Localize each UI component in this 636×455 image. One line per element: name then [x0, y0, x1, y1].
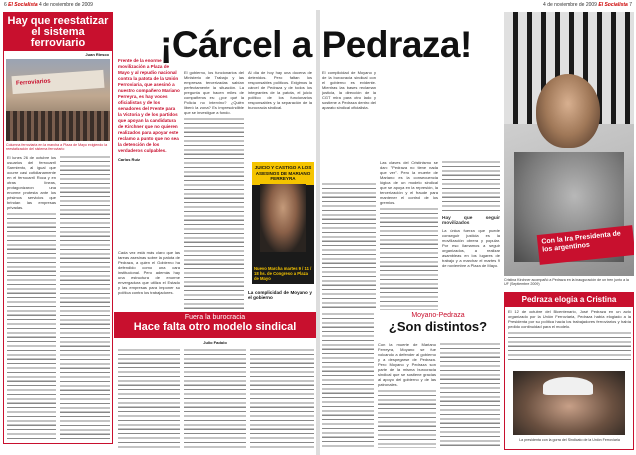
mariano-portrait	[260, 184, 306, 252]
pedraza-face	[536, 74, 600, 148]
ferroviario-body-text: El lunes 26 de octubre los usuarios del ferrocarril Sarmiento, al igual que ocurre casi cotidianamente en el ferrocarril Roca y en otras líneas, protagonizaron una enorme protesta ante los pésimos servicios que brindan las empresas privadas.	[7, 155, 56, 210]
body-text-lines	[184, 117, 244, 310]
carcel-body-col5-text: Las claves del Cristinismo se dan: "Pedraza no tiene nada que ver". Pero la muerte de Mariano es la consecuencia lógica de un modelo sindical que se apoya en la represión, la tercerización y el fraude para mantener el control de los gremios.	[380, 160, 438, 205]
burocracia-column-3	[250, 348, 314, 448]
ferroviario-column-2	[60, 155, 110, 441]
moyano-column-1	[322, 312, 374, 448]
page-header-bar	[0, 0, 636, 10]
elogia-body-text: El 12 de octubre del Bicentenario, José Pedraza en un acto organizado por la Unión Ferroviaria, Pedraza había elogiado a la Presidenta por su política hacia los trabajadores ferroviarios y había pedido continuidad para el modelo.	[508, 309, 631, 329]
carcel-body-col6-text: La única fuerza que puede conseguir justicia es la movilización obrera y popular. Por eso llamamos a seguir organizados, a realizar asambleas en los lugares de trabajo y a marchar el martes 9 de noviembre a Plaza de Mayo.	[442, 228, 500, 268]
right-page-folio	[543, 2, 632, 8]
burocracia-column-2	[184, 348, 246, 448]
protest-banner: Ferroviarios	[11, 70, 104, 94]
crowd-shape	[6, 111, 110, 141]
ferroviario-title: Hay que reestatizar el sistema ferroviario	[4, 13, 112, 51]
ferroviario-column-1	[7, 155, 56, 441]
justice-box-title: JUICIO Y CASTIGO A LOS ASESINOS DE MARIANO FERREYRA	[252, 162, 314, 185]
moyano-column-3	[440, 342, 500, 448]
pedraza-photo-caption: Cristina Kirchner acompañó a Pedraza en la inauguración de un tren junto a la UF (Septiembre 2009)	[504, 278, 629, 287]
elogia-body	[508, 309, 631, 367]
burocracia-title: Hace falta otro modelo sindical	[133, 321, 297, 333]
issue-date-right: 4 de noviembre de 2009	[543, 2, 597, 8]
body-text-lines	[508, 331, 631, 361]
ferroviario-article	[3, 12, 113, 444]
right-page	[320, 10, 636, 455]
moyano-column-2	[378, 342, 436, 448]
body-text-lines	[322, 312, 374, 448]
burocracia-byline: Julio Fadolo	[203, 340, 227, 345]
elogia-title: Pedraza elogia a Cristina	[505, 293, 633, 307]
union-cap-shape	[543, 377, 593, 395]
justice-box-footer: Nuevo Marcha martes 9 / 11 / 18 hs. de Congreso a Plaza de Mayo	[254, 266, 312, 281]
cristina-photo	[513, 371, 625, 435]
carcel-body-col4-cont	[322, 182, 376, 310]
body-text-lines	[378, 389, 436, 448]
body-text-lines	[442, 160, 500, 214]
photo-banner: Con la Ira Presidenta de los argentinos	[537, 225, 634, 265]
elogia-article	[504, 292, 634, 450]
carcel-body-col2-text: El gobierno, los funcionarios del Ministerio de Trabajo y las empresas tercerizadas sabían perfectamente la situación. La pregunta que hacen miles de compañeros es: ¿por qué la Policía no intervino? ¿Quién liberó la zona? Es imprescindible que se investigue a fondo.	[184, 70, 244, 115]
burocracia-kicker: Fuera la burocracia	[184, 314, 246, 321]
ferroviario-byline: Juan Riesco	[85, 52, 109, 57]
pedraza-prison-photo	[504, 12, 634, 276]
carcel-body-col4: El complicidad de Moyano y de la burocracia sindical con el gobierno es evidente. Mientras las bases reclaman justicia, la dirección de la CGT mira para otro lado y sostiene a Pedraza dentro del aparato sindical oficialista.	[322, 70, 376, 110]
justice-box	[252, 162, 314, 284]
carcel-body-col5	[380, 160, 438, 310]
page-number-right: 7	[629, 2, 632, 8]
moyano-header	[376, 312, 500, 334]
burocracia-header	[114, 312, 316, 338]
ferroviario-photo-caption: Columna ferroviaria en la marcha a Plaza de Mayo exigiendo la reestatización del sistema ferroviario	[6, 143, 108, 152]
moyano-title: ¿Son distintos?	[388, 319, 488, 334]
carcel-lead-text: Frente de la enorme movilización a Plaza de Mayo y al repudio nacional contra la patota de la Unión Ferroviaria, que asesinó a nuestro compañero Mariano Ferreyra, es hay voces oficialistas y de los senadores del Frente para la Victoria y de los partidos que apoyan la candidatura de Kirchner que no quieren realizados para apoyar este reclamo a punto que no sea la detención de los verdaderos culpables.	[118, 58, 180, 153]
brand-logo-right: El Socialista	[598, 2, 628, 8]
carcel-signature: Carlos Ruiz	[118, 157, 141, 162]
subhead-movilizados: Hay que seguir movilizados	[442, 216, 500, 226]
moyano-body-text: Con la muerte de Mariano Ferreyra, Moyano se fue volcando a defender al gobierno y a despegarse de Pedraza. Pero Moyano y Pedraza son parte de la misma burocracia sindical que se sostiene gracias al apoyo del gobierno y de las patronales.	[378, 342, 436, 387]
brand-logo-left: El Socialista	[8, 2, 38, 8]
carcel-body-col1: Cada vez está más claro que las tareas asesinas sobre la patota de Pedraza, a quien el Gobierno ha defendido como una cara institucional. Pero además hay una estructura de enorme envergadura que utiliza el Estado y las empresas para imponer su política contra los trabajadores.	[118, 250, 180, 295]
elogia-photo-caption: La presidenta con la gorra del Sindicato de la Unión Ferroviaria	[519, 438, 620, 442]
page-number: 6	[4, 2, 7, 8]
burocracia-column-1	[118, 348, 180, 448]
subhead-complicidad: La complicidad de Moyano y el gobierno	[248, 290, 312, 300]
carcel-subhead-complicidad	[248, 290, 312, 310]
ferroviario-photo	[6, 59, 110, 141]
issue-date-left: 4 de noviembre de 2009	[39, 2, 93, 8]
moyano-kicker: Moyano-Pedraza	[411, 312, 465, 319]
carcel-body-col6	[442, 160, 500, 310]
body-text-lines	[7, 212, 56, 441]
body-text-lines	[380, 207, 438, 310]
left-page-folio	[4, 2, 93, 8]
carcel-lead-box	[118, 58, 180, 248]
carcel-headline: ¡Cárcel a Pedraza!	[160, 24, 472, 65]
carcel-body-col2	[184, 70, 244, 310]
carcel-body-col3: Al día de hoy hay una docena de detenidos. Pero faltan los responsables políticos. Exigimos la cárcel de Pedraza y de todos los integrantes de la patota, el juicio político de los funcionarios responsables y la separación de la burocracia sindical.	[248, 70, 312, 110]
